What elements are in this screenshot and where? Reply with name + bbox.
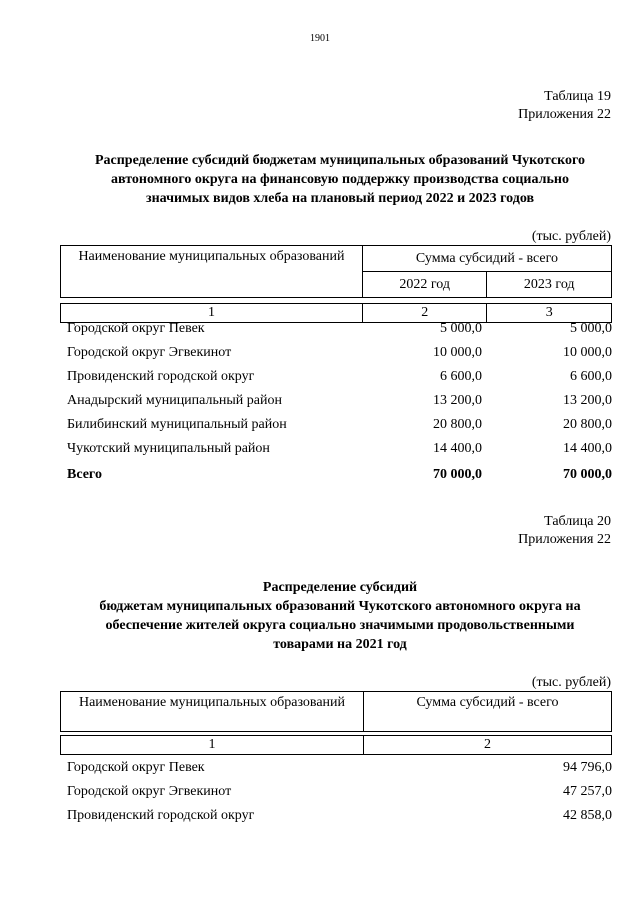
- row-name: Городской округ Певек: [67, 760, 205, 775]
- table-row: [67, 369, 612, 387]
- table-row: [67, 345, 612, 363]
- row-value-2022: 14 400,0: [433, 441, 482, 456]
- row-name: Анадырский муниципальный район: [67, 393, 282, 408]
- table20-header-sum: Сумма субсидий - всего: [364, 692, 612, 732]
- page-number: 1901: [310, 33, 330, 44]
- table20-caption-line2: Приложения 22: [518, 532, 611, 547]
- total-value-2023: 70 000,0: [563, 467, 612, 482]
- row-name: Чукотский муниципальный район: [67, 441, 270, 456]
- table-row: [67, 393, 612, 411]
- table-row: [67, 441, 612, 459]
- table19-caption-line2: Приложения 22: [518, 107, 611, 122]
- table20-colnum-2: 2: [364, 736, 612, 755]
- row-value-2023: 5 000,0: [570, 321, 612, 336]
- table20-title-line2: бюджетам муниципальных образований Чукотского автономного округа на: [99, 599, 581, 614]
- table19-header-year1: 2022 год: [362, 272, 487, 298]
- table20-title-line4: товарами на 2021 год: [273, 637, 407, 652]
- row-value: 94 796,0: [563, 760, 612, 775]
- row-value-2023: 6 600,0: [570, 369, 612, 384]
- row-value: 42 858,0: [563, 808, 612, 823]
- table-row: [67, 417, 612, 435]
- table19-colnum-3: 3: [487, 304, 612, 323]
- table19-header-grid: [60, 245, 612, 323]
- table20-title: [60, 578, 620, 654]
- table19-header-year2: 2023 год: [487, 272, 612, 298]
- table19-title-line1: Распределение субсидий бюджетам муниципальных образований Чукотского: [94, 153, 586, 168]
- table19-title: [60, 151, 620, 208]
- table19-title-line3: значимых видов хлеба на плановый период 2022 и 2023 годов: [145, 191, 535, 206]
- row-value-2022: 6 600,0: [440, 369, 482, 384]
- total-label: Всего: [67, 467, 102, 482]
- total-value-2022: 70 000,0: [433, 467, 482, 482]
- table19-units: (тыс. рублей): [531, 229, 611, 244]
- row-value-2022: 13 200,0: [433, 393, 482, 408]
- table20-title-line1: Распределение субсидий: [262, 580, 418, 595]
- row-name: Городской округ Эгвекинот: [67, 784, 232, 799]
- row-name: Провиденский городской округ: [67, 369, 255, 384]
- table20-header-grid: [60, 691, 612, 755]
- row-value-2023: 14 400,0: [563, 441, 612, 456]
- table19-header-sum: Сумма субсидий - всего: [362, 246, 611, 272]
- row-name: Провиденский городской округ: [67, 808, 255, 823]
- table19-header-name: Наименование муниципальных образований: [61, 246, 363, 298]
- table-row: [67, 784, 612, 802]
- table20-header-name: Наименование муниципальных образований: [61, 692, 364, 732]
- table19-title-line2: автономного округа на финансовую поддержку производства социально: [111, 172, 569, 187]
- row-value-2023: 13 200,0: [563, 393, 612, 408]
- row-value-2022: 10 000,0: [433, 345, 482, 360]
- row-value: 47 257,0: [563, 784, 612, 799]
- table19-colnum-1: 1: [61, 304, 363, 323]
- row-value-2023: 10 000,0: [563, 345, 612, 360]
- table19-colnum-2: 2: [362, 304, 487, 323]
- row-name: Билибинский муниципальный район: [67, 417, 287, 432]
- table-row: [67, 808, 612, 826]
- row-value-2023: 20 800,0: [563, 417, 612, 432]
- row-value-2022: 5 000,0: [440, 321, 482, 336]
- table20-title-line3: обеспечение жителей округа социально значимыми продовольственными: [105, 618, 575, 633]
- row-name: Городской округ Певек: [67, 321, 205, 336]
- table-row: [67, 760, 612, 778]
- table20-colnum-1: 1: [61, 736, 364, 755]
- table-row: [67, 321, 612, 339]
- table19-total-row: [67, 467, 612, 485]
- table20-caption-line1: Таблица 20: [544, 514, 611, 529]
- table19-caption-line1: Таблица 19: [544, 89, 611, 104]
- table20-caption: [518, 513, 611, 549]
- table20-units: (тыс. рублей): [531, 675, 611, 690]
- table19-caption: [518, 88, 611, 124]
- row-value-2022: 20 800,0: [433, 417, 482, 432]
- row-name: Городской округ Эгвекинот: [67, 345, 232, 360]
